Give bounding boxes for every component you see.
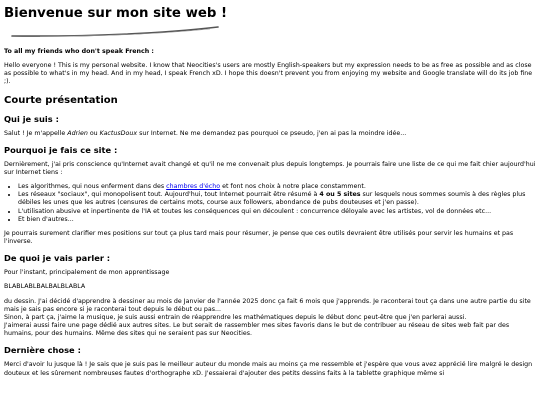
name-kactusdoux: KactusDoux xyxy=(99,129,138,137)
derniere-paragraph: Merci d'avoir lu jusque là ! Je sais que je suis pas le meilleur auteur du monde mais au moins ça me ressemble et j'espère que vous avez apprécié lire malgré le design douteux et les sûrement nombreuses fautes d'orthographe xD. J'essaierai d'ajouter des petits dessins faits à la tablette graphique même si xyxy=(4,361,533,377)
section-heading-qui: Qui je suis : xyxy=(4,113,59,124)
list-item: • Les réseaux "sociaux", qui monopolisent tout. Aujourd'hui, tout Internet pourrait être résumé à 4 ou 5 sites sur lesquels nous sommes soumis à des règles plus débiles les unes que les autres (censures de certains mots, course aux followers, abondance de pubs douteuses et j'en passe). xyxy=(18,191,536,207)
pourquoi-intro: Dernièrement, j'ai pris conscience qu'Internet avait changé et qu'il ne me convenait plus depuis longtemps. Je pourrais faire une liste de ce qui me fait chier aujourd'hui sur Internet tiens : xyxy=(4,160,536,176)
decorative-swoosh xyxy=(10,26,220,38)
section-heading-derniere: Dernière chose : xyxy=(4,345,81,356)
section-heading-pourquoi: Pourquoi je fais ce site : xyxy=(4,144,118,155)
section-heading-quoi: De quoi je vais parler : xyxy=(4,253,111,264)
quoi-paragraph-3: du dessin. J'ai décidé d'apprendre à dessiner au mois de Janvier de l'année 2025 donc ça fait 6 mois que j'apprends. Je raconterai tout ça dans une autre partie du site mais je sais pas encore si je raconterai tout depuis le début ou pas... Sinon, à part ça, j'aime la musique, je suis aussi entrain de réapprendre les mathématiques depuis le début donc peut-être que j'en parlerai aussi. J'aimerai aussi faire une page dédié aux autres sites. Le but serait de rassembler mes sites favoris dans le but de contribuer au réseau de sites web fait par des humains, pour des humains. Même des sites qui ne seraient pas sur Neocities. xyxy=(4,297,531,338)
list-item: • L'utilisation abusive et inpertinente de l'IA et toutes les conséquences qui en découlent : concurrence déloyale avec les artistes, vol de données etc... xyxy=(18,208,536,216)
list-item: • Et bien d'autres... xyxy=(18,216,536,224)
name-adrien: Adrien xyxy=(67,129,88,137)
quoi-paragraph-1: Pour l'instant, principalement de mon apprentissage xyxy=(4,269,170,277)
qui-paragraph: Salut ! Je m'appelle Adrien ou KactusDoux sur Internet. Ne me demandez pas pourquoi ce pseudo, j'en ai pas la moindre idée... xyxy=(4,129,407,137)
english-note-title: To all my friends who don't speak French : xyxy=(4,47,154,55)
section-heading-presentation: Courte présentation xyxy=(4,94,118,106)
quoi-paragraph-2: BLABLABLBALBALBLABLA xyxy=(4,283,86,291)
list-item: • Les algorithmes, qui nous enferment dans des chambres d'écho et font nos choix à notre place constamment. xyxy=(18,183,536,191)
complaints-list xyxy=(4,183,536,224)
echo-chambers-link[interactable]: chambres d'écho xyxy=(166,183,221,191)
pourquoi-outro: Je pourrais surement clarifier mes positions sur tout ça plus tard mais pour résumer, je pense que ces outils devraient être utilisés pour servir les humains et pas l'inverse. xyxy=(4,229,514,246)
page-title: Bienvenue sur mon site web ! xyxy=(4,6,228,21)
english-note-body: Hello everyone ! This is my personal website. I know that Neocities's users are mostly English-speakers but my expression needs to be as free as possible and as close as possible to what's in my head. And in my head, I speak French xD. I hope this doesn't prevent you from enjoying my website and Google translate will do its job fine ;). xyxy=(4,62,533,86)
